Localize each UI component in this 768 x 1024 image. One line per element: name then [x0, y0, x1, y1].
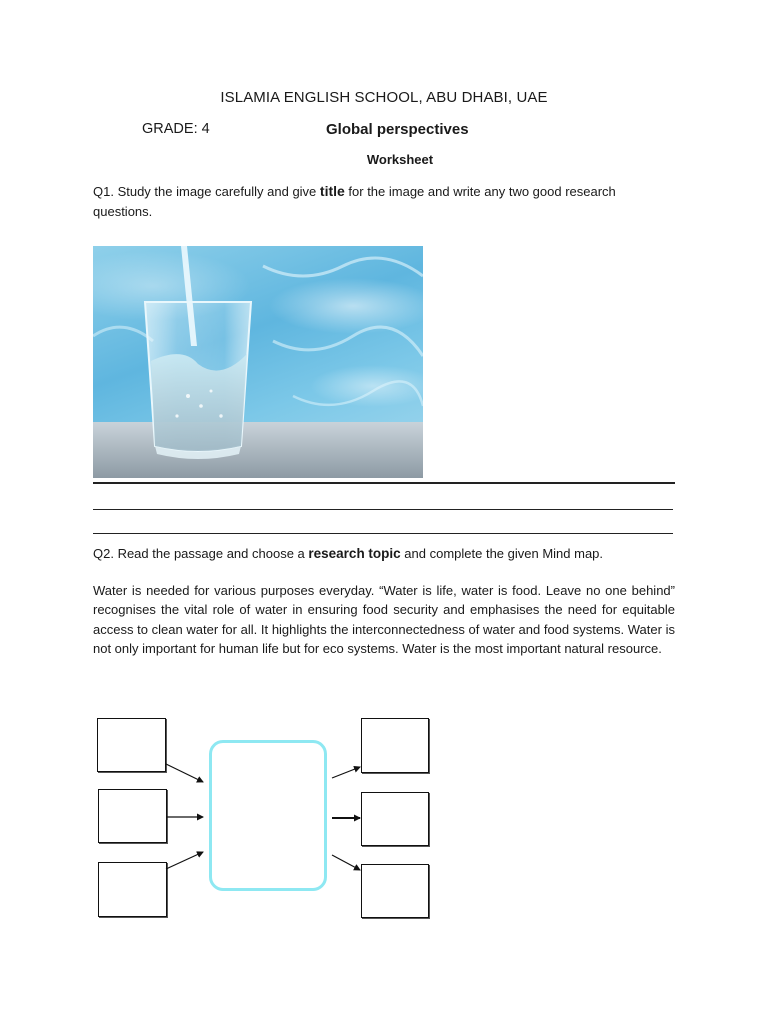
- mindmap-right-box-1[interactable]: [361, 718, 429, 773]
- arrow-left-3: [166, 852, 203, 869]
- mindmap-left-box-2[interactable]: [98, 789, 167, 843]
- mindmap-left-box-3[interactable]: [98, 862, 167, 917]
- q2-text-before: Q2. Read the passage and choose a: [93, 546, 309, 561]
- question-2: [93, 545, 675, 563]
- q1-text-before: Q1. Study the image carefully and give: [93, 184, 320, 199]
- q2-keyword: research topic: [308, 546, 401, 561]
- q1-keyword: title: [319, 183, 345, 199]
- mindmap-right-box-2[interactable]: [361, 792, 429, 846]
- q2-text-after: and complete the given Mind map.: [400, 546, 604, 561]
- answer-line-1[interactable]: [93, 482, 675, 484]
- question-1: [93, 181, 675, 222]
- q1-text-after: for the image and write any two good research questions.: [93, 184, 616, 219]
- subject-title: Global perspectives: [326, 121, 469, 138]
- water-glass-illustration: [93, 246, 423, 478]
- worksheet-title: Worksheet: [366, 152, 434, 167]
- mindmap-left-box-1[interactable]: [97, 718, 166, 772]
- mindmap-center-topic-box[interactable]: [209, 740, 327, 891]
- answer-line-3[interactable]: [93, 533, 673, 534]
- grade-label: GRADE: 4: [142, 121, 210, 137]
- school-name: ISLAMIA ENGLISH SCHOOL, ABU DHABI, UAE: [220, 89, 548, 106]
- water-glass-image: [93, 246, 423, 478]
- passage-text: Water is needed for various purposes everyday. “Water is life, water is food. Leave no one behind” recognises the vital role of water in ensuring food security and emphasises the need for equitable access to clean water for all. It highlights the interconnectedness of water and food systems. Water is not only important for human life but for eco systems. Water is the most important natural resource.: [93, 583, 675, 657]
- arrow-right-3: [332, 855, 360, 870]
- mindmap-right-box-3[interactable]: [361, 864, 429, 918]
- arrow-right-1: [332, 767, 360, 778]
- arrow-left-1: [166, 764, 203, 782]
- answer-line-2[interactable]: [93, 509, 673, 510]
